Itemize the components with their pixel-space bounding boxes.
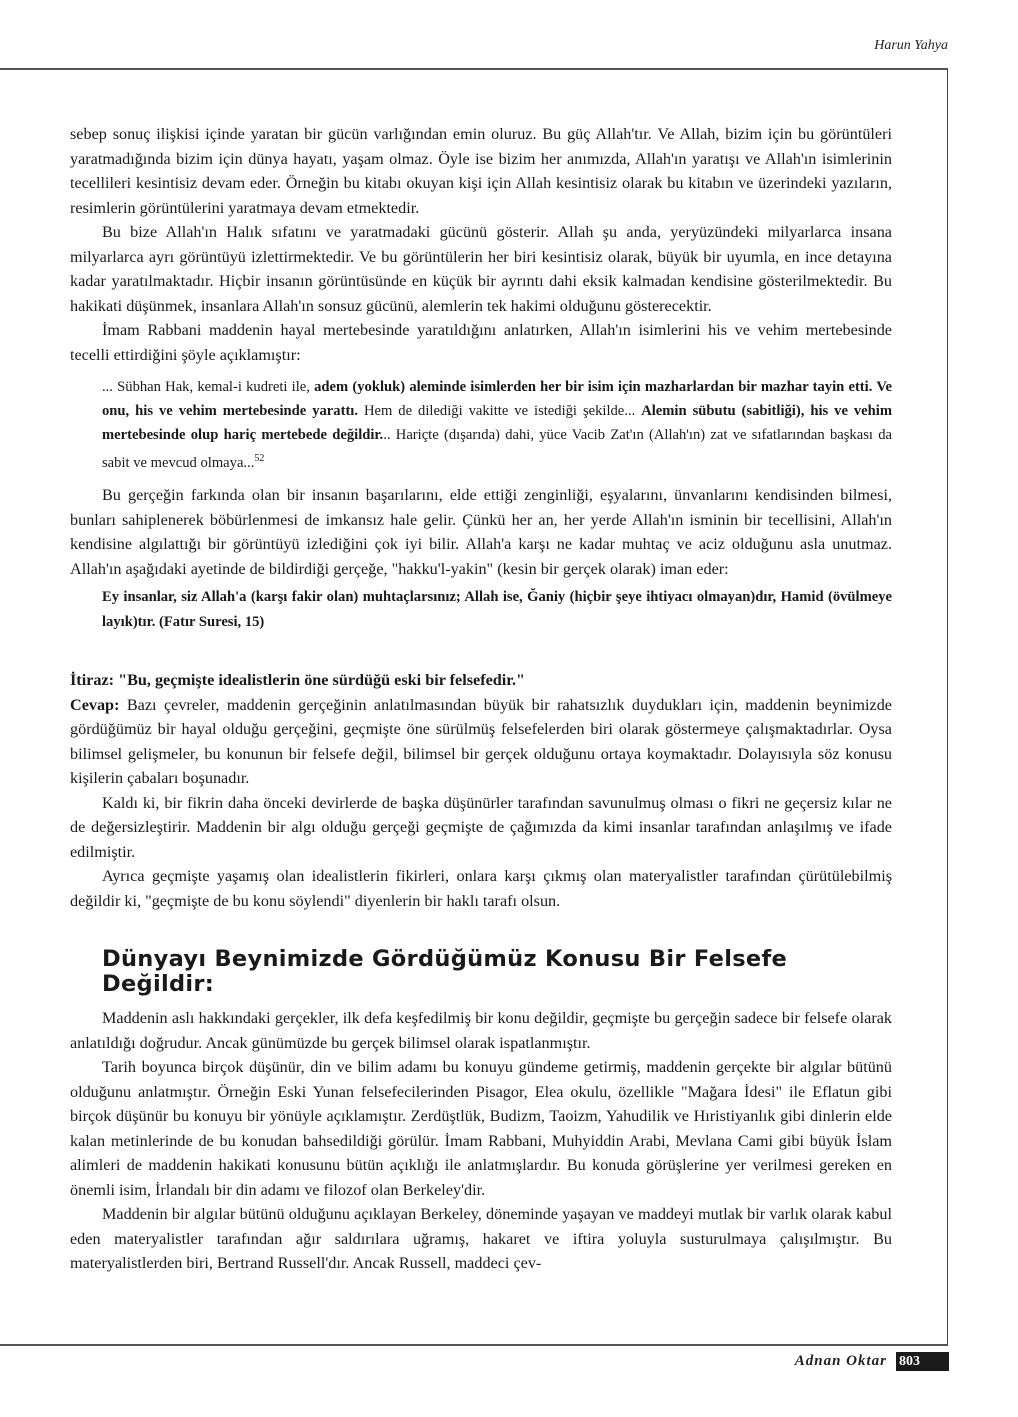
page-footer: [795, 1352, 949, 1371]
page-content: [70, 122, 892, 1276]
footnote-reference[interactable]: 52: [254, 453, 265, 464]
answer-label: Cevap:: [70, 695, 120, 714]
paragraph: Tarih boyunca birçok düşünür, din ve bilim adamı bu konuyu gündeme getirmiş, maddenin gerçekte bir algılar bütünü olduğunu anlatmıştır. Örneğin Eski Yunan felsefecilerinden Pisagor, Elea okulu, özellikle "Mağara İdesi" ile Eflatun gibi birçok düşünür bu konuyu bir yönüyle açıklamıştır. Zerdüştlük, Budizm, Taoizm, Yahudilik ve Hıristiyanlık gibi dinlerin elde kalan metinlerinde de bu konudan bahsedildiği görülür. İmam Rabbani, Muhyiddin Arabi, Mevlana Cami gibi büyük İslam alimleri de maddenin hakikati konusunu bütün açıklığı ile anlatmışlardır. Bu konuda görüşlerine yer verilmesi gereken en önemli isim, İrlandalı bir din adamı ve filozof olan Berkeley'dir.: [70, 1058, 892, 1199]
paragraph: Maddenin aslı hakkındaki gerçekler, ilk defa keşfedilmiş bir konu değildir, geçmişte bu gerçeğin sadece bir felsefe olarak anlatıldığı doğrudur. Ancak günümüzde bu gerçek bilimsel olarak ispatlanmıştır.: [70, 1009, 892, 1052]
quote-text: ... Sübhan Hak, kemal-i kudreti ile,: [102, 379, 315, 395]
paragraph: Bu gerçeğin farkında olan bir insanın başarılarını, elde ettiği zenginliği, eşyalarını, ünvanlarını kendisinden bilmesi, bunları sahiplenerek böbürlenmesi de imkansız hale gelir. Çünkü her an, her yerde Allah'ın isminin bir tecellisini, Allah'ın kendisine algılattığı bir görüntüyü izlediğini çok iyi bilir. Allah'a karşı ne kadar muhtaç ve aciz olduğunu asla unutmaz. Allah'ın aşağıdaki ayetinde de bildirdiği gerçeğe, "hakku'l-yakin" (kesin bir gerçek olarak) iman eder:: [70, 486, 892, 578]
paragraph: Kaldı ki, bir fikrin daha önceki devirlerde de başka düşünürler tarafından savunulmuş olması o fikri ne geçersiz kılar ne de değersizleştirir. Maddenin bir algı olduğu gerçeği geçmişte de çağımızda da kimi insanlar tarafından anlaşılmış ve ifade edilmiştir.: [70, 793, 892, 861]
quote-bold-text: Alemin sübutu (sabitliği), his ve vehim mertebesinde olup hariç mertebede değildir.: [102, 403, 892, 443]
running-head: Harun Yahya: [874, 38, 948, 53]
paragraph: Bu bize Allah'ın Halık sıfatını ve yaratmadaki gücünü gösterir. Allah şu anda, yeryüzündeki milyarlarca insana milyarlarca ayrı görüntüyü izlettirmektedir. Ve bu görüntülerin her biri kesintisiz olarak, büyük bir uyumla, en ince detayına kadar yaratılmaktadır. Hiçbir insanın görüntüsünde en küçük bir ayrıntı dahi eksik kalmadan kendisine gösterilmektedir. Bu hakikati düşünmek, insanlara Allah'ın sonsuz gücünü, alemlerin tek hakimi olduğunu gösterecektir.: [70, 223, 892, 315]
footer-author: Adnan Oktar: [794, 1353, 887, 1369]
paragraph: Maddenin bir algılar bütünü olduğunu açıklayan Berkeley, döneminde yaşayan ve maddeyi mutlak bir varlık olarak kabul eden materyalistler tarafından ağır saldırılara uğramış, hakaret ve iftira yoluyla susturulmaya çalışılmıştır. Bu materyalistlerden biri, Bertrand Russell'dır. Ancak Russell, maddeci çev-: [70, 1205, 892, 1272]
paragraph: Ayrıca geçmişte yaşamış olan idealistlerin fikirleri, onlara karşı çıkmış olan materyalistler tarafından çürütülebilmiş değildir ki, "geçmişte de bu konu söylendi" diyenlerin bir haklı tarafı olsun.: [70, 867, 892, 910]
page-number: 803: [896, 1352, 949, 1371]
quote-text: .. Hariçte (dışarıda) dahi, yüce Vacib Zat'ın (Allah'ın) zat ve sıfatlarından başkası da sabit ve mevcud olmaya...: [102, 427, 892, 471]
paragraph: sebep sonuç ilişkisi içinde yaratan bir gücün varlığından emin oluruz. Bu güç Allah'tır. Ve Allah, bizim için bu görüntüleri yaratmadığında bizim için dünya hayatı, yaşam olmaz. Öyle ise bizim her anımızda, Allah'ın yaratışı ve Allah'ın isimlerinin tecellileri kesintisiz devam eder. Örneğin bu kitabı okuyan kişi için Allah kesintisiz olarak bu kitabın ve üzerindeki yazıların, resimlerin görüntülerini yaratmaya devam etmektedir.: [70, 125, 892, 217]
block-quote: [102, 375, 892, 475]
section-heading: Dünyayı Beynimizde Gördüğümüz Konusu Bir Felsefe Değildir:: [102, 946, 788, 997]
answer-paragraph: [70, 693, 892, 791]
quote-text: Hem de dilediği vakitte ve istediği şekilde...: [358, 403, 642, 419]
paragraph: İmam Rabbani maddenin hayal mertebesinde yaratıldığını anlatırken, Allah'ın isimlerini his ve vehim mertebesinde tecelli ettirdiğini şöyle açıklamıştır:: [70, 321, 892, 364]
answer-text: Bazı çevreler, maddenin gerçeğinin anlatılmasından büyük bir rahatsızlık duydukları için, maddenin beynimizde gördüğümüz bir hayal olduğu gerçeğini, geçmişte öne sürülmüş felsefelerden biri olarak göstermeye çalışmaktadırlar. Oysa bilimsel gelişmeler, bu konunun bir felsefe değil, bilimsel bir gerçek olduğunu ortaya koymaktadır. Dolayısıyla söz konusu kişilerin çabaları boşunadır.: [70, 695, 892, 787]
verse-quote: Ey insanlar, siz Allah'a (karşı fakir olan) muhtaçlarsınız; Allah ise, Ğaniy (hiçbir şeye ihtiyacı olmayan)dır, Hamid (övülmeye layık)tır. (Fatır Suresi, 15): [102, 589, 892, 630]
objection-heading: İtiraz: "Bu, geçmişte idealistlerin öne sürdüğü eski bir felsefedir.": [70, 671, 526, 689]
quote-bold-text: adem (yokluk) aleminde isimlerden her bir isim için mazharlardan bir mazhar tayin etti. Ve onu, his ve vehim mertebesinde yarattı.: [102, 379, 892, 419]
